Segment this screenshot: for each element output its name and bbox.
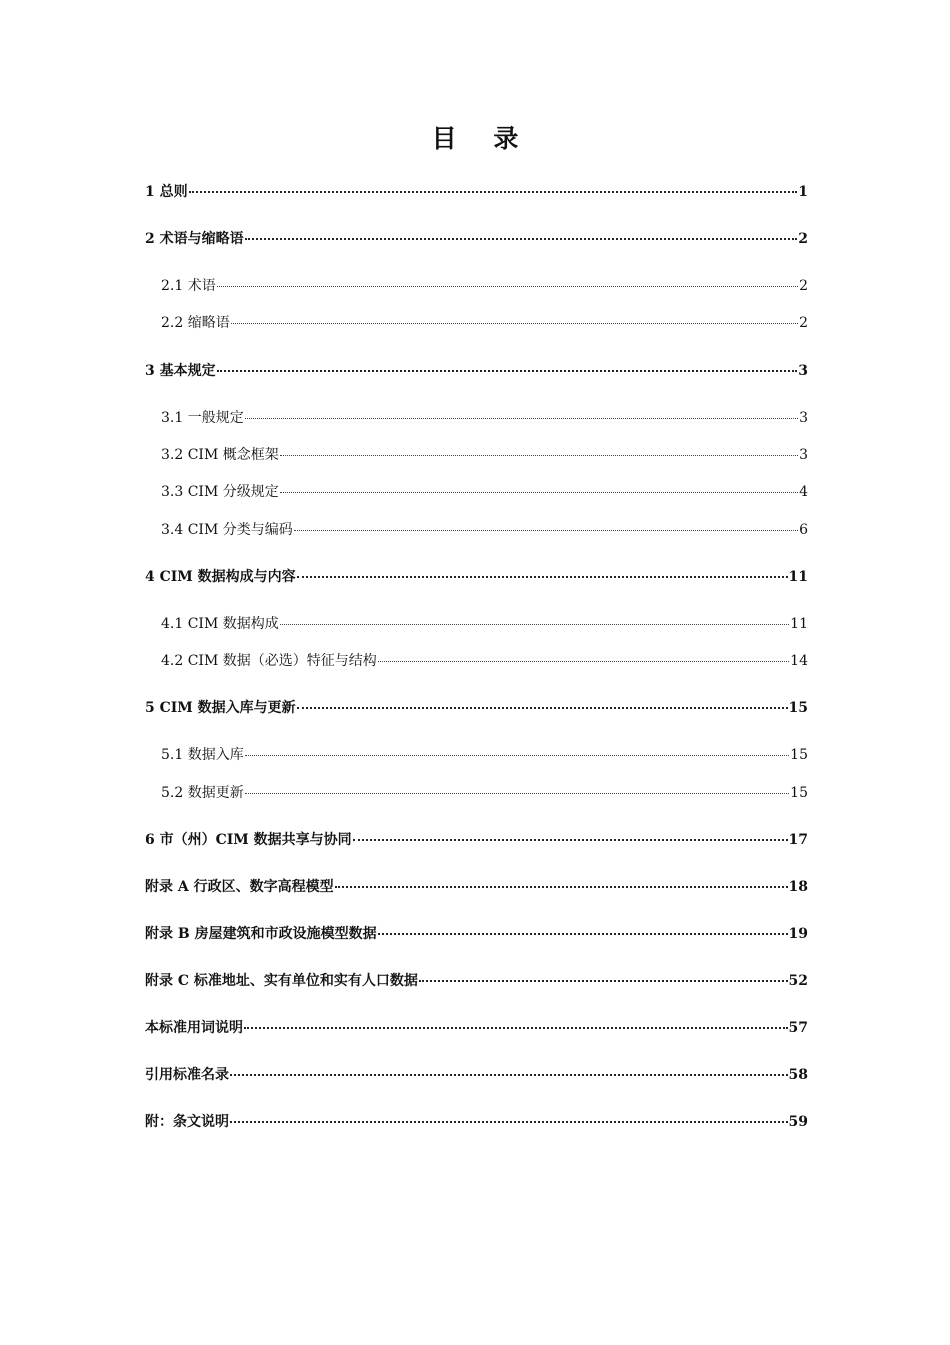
- toc-entry-label: 引用标准名录: [145, 1067, 229, 1083]
- toc-dot-leader: [245, 415, 798, 419]
- toc-entry-chapter[interactable]: [145, 971, 808, 991]
- toc-entry-chapter[interactable]: [145, 1112, 808, 1132]
- toc-entry-page-number: 52: [788, 973, 808, 989]
- toc-entry-section[interactable]: [161, 445, 808, 465]
- toc-dot-leader: [297, 704, 788, 709]
- toc-entry-chapter[interactable]: [145, 698, 808, 718]
- toc-entry-label: 5.1 数据入库: [161, 747, 244, 763]
- toc-dot-leader: [231, 320, 798, 324]
- toc-entry-page-number: 11: [788, 569, 808, 585]
- toc-entry-label: 4.2 CIM 数据（必选）特征与结构: [161, 653, 377, 669]
- toc-entry-label: 4 CIM 数据构成与内容: [145, 569, 296, 585]
- toc-entry-label: 3.3 CIM 分级规定: [161, 484, 279, 500]
- toc-entry-chapter[interactable]: [145, 1065, 808, 1085]
- toc-entry-label: 5 CIM 数据入库与更新: [145, 700, 296, 716]
- toc-entry-chapter[interactable]: [145, 924, 808, 944]
- toc-dot-leader: [217, 367, 798, 372]
- toc-entry-label: 5.2 数据更新: [161, 785, 244, 801]
- toc-dot-leader: [244, 1024, 788, 1029]
- toc-entry-chapter[interactable]: [145, 1018, 808, 1038]
- toc-entry-page-number: 15: [790, 747, 808, 763]
- toc-dot-leader: [245, 235, 798, 240]
- toc-entry-label: 附录 B 房屋建筑和市政设施模型数据: [145, 926, 377, 942]
- toc-dot-leader: [230, 1118, 788, 1123]
- toc-entry-page-number: 57: [788, 1020, 808, 1036]
- toc-entry-page-number: 6: [799, 522, 808, 538]
- toc-entry-page-number: 1: [798, 184, 808, 200]
- toc-dot-leader: [217, 283, 798, 287]
- toc-entry-label: 3.1 一般规定: [161, 410, 244, 426]
- toc-entry-page-number: 15: [788, 700, 808, 716]
- toc-entry-label: 本标准用词说明: [145, 1020, 243, 1036]
- toc-dot-leader: [245, 790, 789, 794]
- toc-entry-page-number: 59: [788, 1114, 808, 1130]
- toc-entry-section[interactable]: [161, 482, 808, 502]
- toc-entry-page-number: 4: [799, 484, 808, 500]
- toc-entry-label: 2.2 缩略语: [161, 315, 230, 331]
- toc-entry-label: 2 术语与缩略语: [145, 231, 244, 247]
- toc-entry-page-number: 3: [799, 410, 808, 426]
- toc-entry-page-number: 14: [790, 653, 808, 669]
- toc-entry-page-number: 18: [788, 879, 808, 895]
- toc-entry-label: 附：条文说明: [145, 1114, 229, 1130]
- toc-dot-leader: [280, 452, 798, 456]
- toc-dot-leader: [230, 1071, 788, 1076]
- toc-dot-leader: [189, 188, 798, 193]
- toc-entry-chapter[interactable]: [145, 361, 808, 381]
- toc-entry-page-number: 19: [788, 926, 808, 942]
- toc-entry-section[interactable]: [161, 651, 808, 671]
- toc-entry-chapter[interactable]: [145, 229, 808, 249]
- page-title: 目 录: [431, 124, 533, 153]
- toc-entry-section[interactable]: [161, 520, 808, 540]
- toc-entry-label: 1 总则: [145, 184, 188, 200]
- toc-dot-leader: [280, 489, 798, 493]
- toc-entry-chapter[interactable]: [145, 877, 808, 897]
- toc-entry-chapter[interactable]: [145, 830, 808, 850]
- toc-entry-section[interactable]: [161, 313, 808, 333]
- toc-entry-label: 6 市（州）CIM 数据共享与协同: [145, 832, 352, 848]
- toc-entry-page-number: 2: [799, 315, 808, 331]
- toc-entry-page-number: 58: [788, 1067, 808, 1083]
- toc-entry-chapter[interactable]: [145, 182, 808, 202]
- toc-dot-leader: [353, 836, 788, 841]
- toc-entry-section[interactable]: [161, 614, 808, 634]
- toc-entry-page-number: 3: [799, 447, 808, 463]
- toc-entry-label: 3.4 CIM 分类与编码: [161, 522, 293, 538]
- toc-dot-leader: [378, 930, 788, 935]
- toc-dot-leader: [378, 658, 789, 662]
- toc-dot-leader: [245, 752, 789, 756]
- toc-entry-label: 3 基本规定: [145, 363, 216, 379]
- toc-entry-page-number: 3: [798, 363, 808, 379]
- toc-dot-leader: [335, 883, 788, 888]
- toc-entry-section[interactable]: [161, 745, 808, 765]
- toc-entry-chapter[interactable]: [145, 567, 808, 587]
- toc-entry-page-number: 2: [798, 231, 808, 247]
- toc-entry-label: 4.1 CIM 数据构成: [161, 616, 279, 632]
- toc-entry-label: 2.1 术语: [161, 278, 216, 294]
- toc-dot-leader: [294, 527, 798, 531]
- toc-dot-leader: [280, 621, 789, 625]
- toc-entry-label: 附录 A 行政区、数字高程模型: [145, 879, 334, 895]
- toc-entry-page-number: 17: [788, 832, 808, 848]
- toc-entry-section[interactable]: [161, 783, 808, 803]
- toc-entry-label: 3.2 CIM 概念框架: [161, 447, 279, 463]
- toc-entry-section[interactable]: [161, 408, 808, 428]
- toc-entry-page-number: 15: [790, 785, 808, 801]
- toc-entry-label: 附录 C 标准地址、实有单位和实有人口数据: [145, 973, 418, 989]
- toc-entry-section[interactable]: [161, 276, 808, 296]
- toc-entry-page-number: 11: [790, 616, 808, 632]
- toc-dot-leader: [297, 573, 788, 578]
- toc-dot-leader: [419, 977, 788, 982]
- toc-entry-page-number: 2: [799, 278, 808, 294]
